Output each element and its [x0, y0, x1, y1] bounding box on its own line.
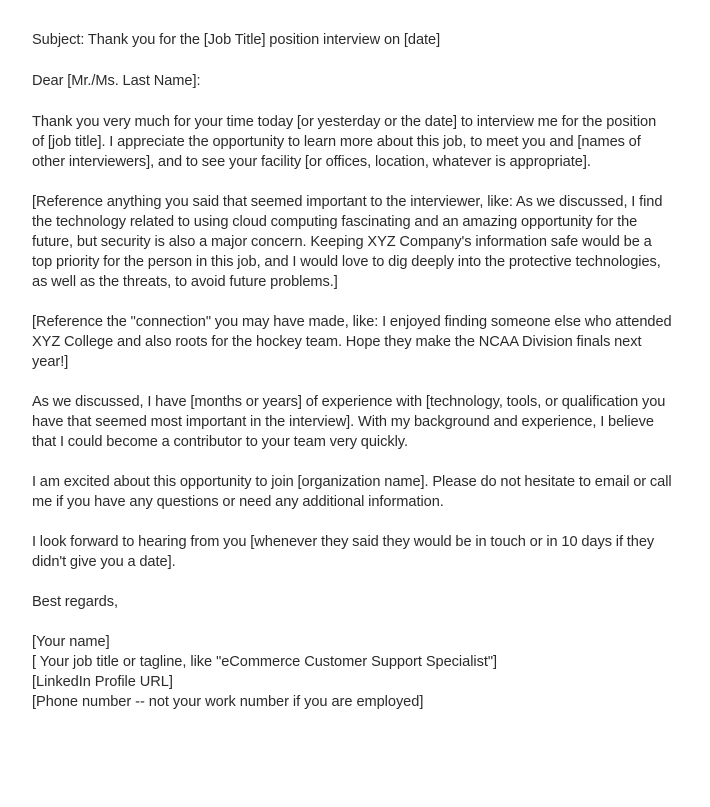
signature-line-name: [Your name] [32, 634, 110, 650]
closing-line: Best regards, [32, 594, 118, 610]
body-paragraph-2: [Reference anything you said that seemed important to the interviewer, like: As we discussed, I find the technology related to using cloud computing fascinating and an amazing opportunity for the future, but security is also a major concern. Keeping XYZ Company's information safe would be a top priority for the person in this job, and I would love to dig deeply into the protective technologies, as well as the threats, to avoid future problems.] [32, 194, 663, 290]
signature-line-phone-number: [Phone number -- not your work number if you are employed] [32, 694, 424, 710]
body-paragraph-1: Thank you very much for your time today [or yesterday or the date] to interview me for the position of [job title]. I appreciate the opportunity to learn more about this job, to meet you and [names of other interviewers], and to see your facility [or offices, location, whatever is appropriate]. [32, 114, 657, 170]
letter-body [32, 30, 676, 712]
body-paragraph-6: I look forward to hearing from you [whenever they said they would be in touch or in 10 days if they didn't give you a date]. [32, 534, 655, 570]
salutation-line: Dear [Mr./Ms. Last Name]: [32, 73, 201, 89]
subject-line: Subject: Thank you for the [Job Title] position interview on [date] [32, 32, 441, 48]
signature-line-linkedin-url: [LinkedIn Profile URL] [32, 674, 173, 690]
body-paragraph-4: As we discussed, I have [months or years] of experience with [technology, tools, or qualification you have that seemed most important in the interview]. With my background and experience, I believe that I could become a contributor to your team very quickly. [32, 394, 666, 450]
body-paragraph-3: [Reference the "connection" you may have made, like: I enjoyed finding someone else who attended XYZ College and also roots for the hockey team. Hope they make the NCAA Division finals next year!] [32, 314, 672, 370]
body-paragraph-5: I am excited about this opportunity to join [organization name]. Please do not hesitate to email or call me if you have any questions or need any additional information. [32, 474, 672, 510]
signature-block [32, 632, 672, 712]
signature-line-job-title: [ Your job title or tagline, like "eCommerce Customer Support Specialist"] [32, 654, 497, 670]
